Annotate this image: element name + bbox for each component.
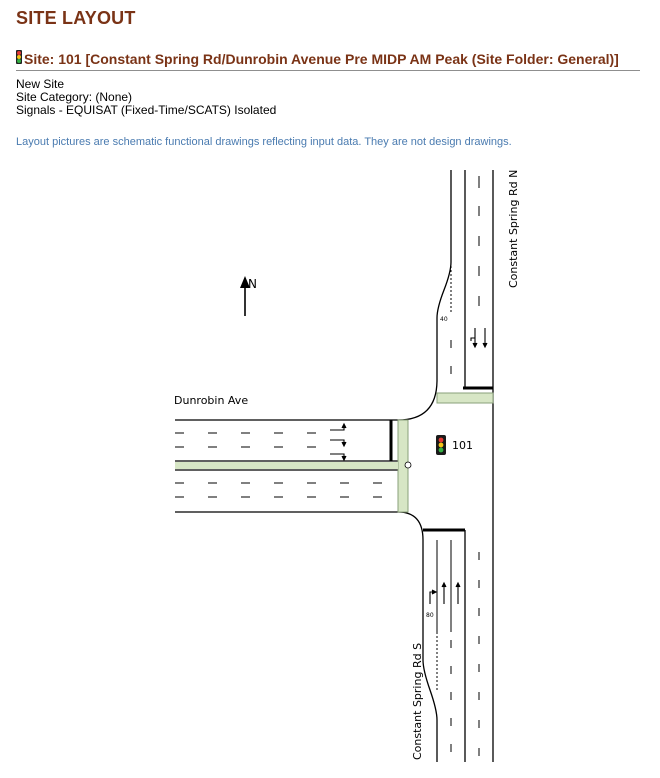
site-number-label: 101 [452,439,473,452]
west-right-arrow-1 [330,440,344,444]
north-pedestrian-crossing [437,393,493,403]
signals-info: Signals - EQUISAT (Fixed-Time/SCATS) Isolated [16,103,277,117]
median-nose-marker [405,462,411,468]
west-approach-south-edge [175,512,437,762]
north-approach-west-edge [175,170,451,420]
road-name-west: Dunrobin Ave [174,394,249,407]
site-name: New Site [16,77,65,91]
west-median-island [175,462,398,469]
page-title: SITE LAYOUT [16,8,136,28]
site-category: Site Category: (None) [16,90,133,104]
west-right-arrow-2 [330,454,344,458]
site-title: Site: 101 [Constant Spring Rd/Dunrobin Avenue Pre MIDP AM Peak (Site Folder: General)] [24,51,619,67]
road-name-north: Constant Spring Rd N [507,169,520,288]
road-name-south: Constant Spring Rd S [411,642,424,760]
west-left-arrow [330,426,344,430]
south-short-lane-length: 80 [426,612,434,619]
layout-disclaimer: Layout pictures are schematic functional drawings reflecting input data. They are not design drawings. [16,136,512,148]
north-short-lane-length: 40 [440,316,448,323]
traffic-signal-icon [436,435,446,455]
north-label: N [248,277,257,291]
